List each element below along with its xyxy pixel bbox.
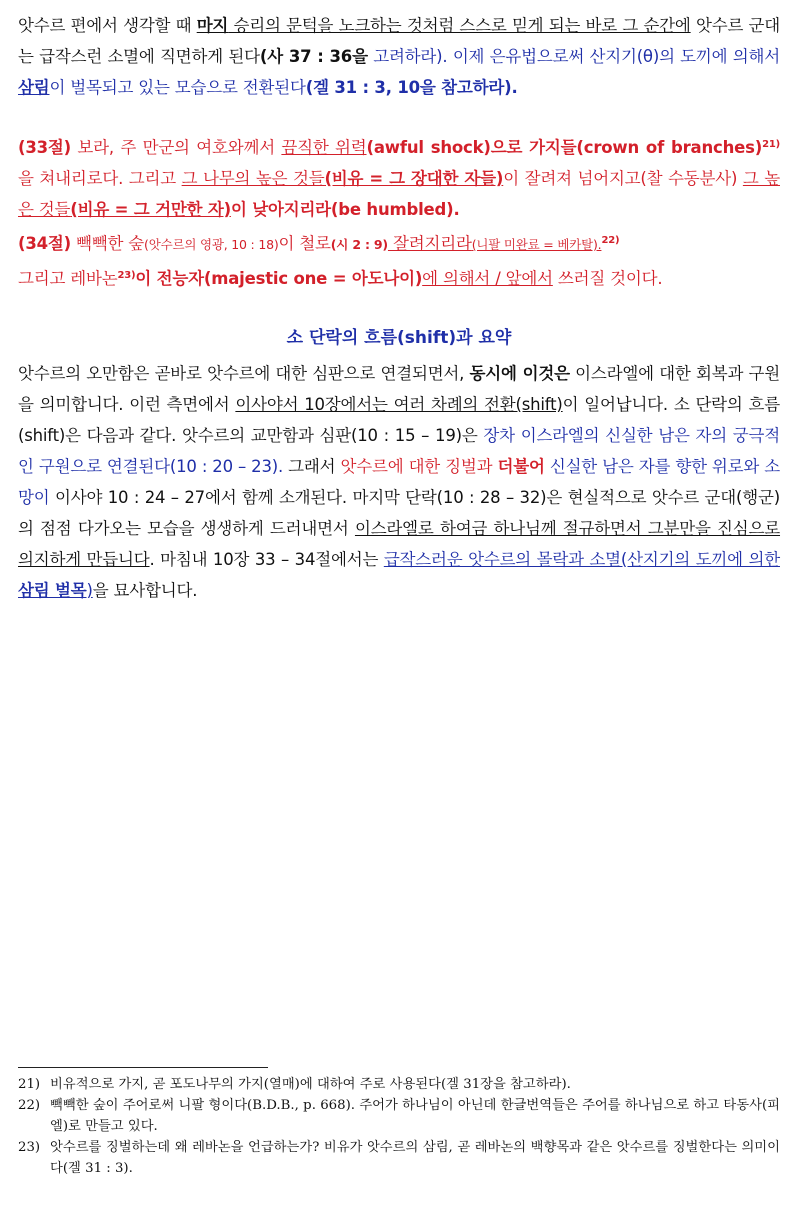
text-run: 쓰러질 것이다. xyxy=(552,269,663,288)
metaphor-note: (비유 = 그 거만한 자) xyxy=(70,200,231,219)
text-run: 그리고 레바논 xyxy=(18,269,118,288)
blue-run: 급작스러운 앗수르의 몰락과 소멸(산지기의 도끼에 의한 xyxy=(383,550,780,569)
english-gloss: 이 전능자(majestic one = 아도나이) xyxy=(135,269,423,288)
footnote xyxy=(18,1074,780,1095)
blue-run: 고려하라). 이제 은유법으로써 산지기(θ)의 도끼에 의해서 xyxy=(367,47,780,66)
footnote-number: 21) xyxy=(18,1077,41,1092)
lebanon-paragraph xyxy=(18,260,780,294)
verse-34-paragraph xyxy=(18,225,780,260)
underlined-run: 승리의 문턱을 노크하는 것처럼 스스로 믿게 되는 바로 그 순간에 xyxy=(228,16,691,35)
text-run: 앗수르의 오만함은 곧바로 앗수르에 대한 심판으로 연결되면서, xyxy=(18,364,470,383)
footnote xyxy=(18,1095,780,1137)
red-run: 앗수르에 대한 징벌과 xyxy=(340,457,498,476)
underlined-run: 그 나무의 높은 것들 xyxy=(181,169,325,188)
blue-run: 장차 이스라엘의 신실한 남은 자의 궁극적인 구원으로 연결된다(10 : 20 – 23). xyxy=(18,426,781,476)
scripture-reference: (사 37 : 36을 xyxy=(259,47,368,66)
emphasis-run: 삼림 벌목 xyxy=(18,581,87,600)
text-run: 이 일어납니다. 소 단락의 흐름(shift)은 다음과 같다. 앗수르의 교만함과 심판(10 : 15 – 19)은 xyxy=(18,395,780,445)
english-gloss: 이 낮아지리라(be humbled). xyxy=(230,200,460,219)
footnote-ref[interactable]: 22) xyxy=(601,235,620,246)
footnotes xyxy=(18,1074,780,1179)
underlined-run: 그 높은 것들 xyxy=(18,169,780,219)
footnote-text: 빽빽한 숲이 주어로써 니팔 형이다(B.D.B., p. 668). 주어가 하나님이 아닌데 한글번역들은 주어를 하나님으로 하고 타동사(피엘)로 만들고 있다. xyxy=(50,1098,780,1134)
scripture-reference: (시 2 : 9) xyxy=(330,237,388,252)
underlined-run: 이사야서 10장에서는 여러 차례의 전환(shift) xyxy=(235,395,563,414)
summary-paragraph xyxy=(18,358,780,606)
footnote-ref[interactable]: 21) xyxy=(762,139,780,150)
text-run: 이스라엘에 대한 회복과 구원을 의미합니다. 이런 측면에서 xyxy=(18,364,780,414)
text-run: 을 묘사합니다. xyxy=(92,581,198,600)
footnote-number: 23) xyxy=(18,1140,41,1155)
small-note: (앗수르의 영광, 10 : 18) xyxy=(144,237,279,252)
footnote-ref[interactable]: 23) xyxy=(117,270,136,281)
text-run: 그래서 xyxy=(283,457,341,476)
verse-33-paragraph xyxy=(18,129,780,225)
underlined-run: 이스라엘로 하여금 하나님께 절규하면서 그분만을 진심으로 의지하게 만듭니다 xyxy=(18,519,781,569)
emphasis-run: 더불어 xyxy=(497,457,545,476)
text-run: 앗수르 군대는 급작스런 소멸에 직면하게 된다 xyxy=(18,16,780,66)
english-gloss: (awful shock) xyxy=(366,138,491,157)
text-run: 보라, 주 만군의 여호와께서 xyxy=(70,138,282,157)
blue-run: 이 벌목되고 있는 모습으로 전환된다 xyxy=(49,78,306,97)
small-note: (니팔 미완료 = 베카탈). xyxy=(471,237,602,252)
emphasis-run: 삼림 xyxy=(18,78,50,97)
footnote xyxy=(18,1137,780,1179)
footnote-divider xyxy=(18,1067,268,1068)
underlined-run: 에 의해서 / 앞에서 xyxy=(422,269,553,288)
text-run: 빽빽한 숲 xyxy=(70,234,145,253)
metaphor-note: (비유 = 그 장대한 자들) xyxy=(324,169,504,188)
verse-number: (34절) xyxy=(18,234,71,253)
blue-run: 신실한 남은 자를 향한 위로와 소망이 xyxy=(18,457,780,507)
text-run: 이 잘려져 넘어지고(찰 수동분사) xyxy=(503,169,743,188)
english-gloss: 으로 가지들(crown of branches) xyxy=(490,138,763,157)
scripture-reference: (겔 31 : 3, 10을 참고하라). xyxy=(305,78,518,97)
footnote-text: 앗수르를 징벌하는데 왜 레바논을 언급하는가? 비유가 앗수르의 삼림, 곧 레바논의 백향목과 같은 앗수르를 징벌한다는 의미이다(겔 31 : 3). xyxy=(50,1140,780,1176)
emphasis-run: 마지 xyxy=(196,16,229,35)
intro-paragraph xyxy=(18,10,780,103)
footnote-number: 22) xyxy=(18,1098,41,1113)
blue-run: ) xyxy=(86,581,93,600)
document-page xyxy=(18,10,780,606)
text-run: 앗수르 편에서 생각할 때 xyxy=(18,16,197,35)
underlined-run: 끔직한 위력 xyxy=(281,138,367,157)
text-run: 이 철로 xyxy=(278,234,331,253)
verse-number: (33절) xyxy=(18,138,71,157)
text-run: 을 쳐내리로다. 그리고 xyxy=(18,169,182,188)
text-run: . 마침내 10장 33 – 34절에서는 xyxy=(149,550,384,569)
underlined-run: 잘려지리라 xyxy=(387,234,472,253)
text-run: 이사야 10 : 24 – 27에서 함께 소개된다. 마지막 단락(10 : 28 – 32)은 현실적으로 앗수르 군대(행군)의 점점 다가오는 모습을 생생하게 드러내면서 xyxy=(18,488,780,538)
footnote-text: 비유적으로 가지, 곧 포도나무의 가지(열매)에 대하여 주로 사용된다(겔 31장을 참고하라). xyxy=(50,1077,571,1092)
section-heading: 소 단락의 흐름(shift)과 요약 xyxy=(286,328,512,348)
emphasis-run: 동시에 이것은 xyxy=(469,364,570,383)
